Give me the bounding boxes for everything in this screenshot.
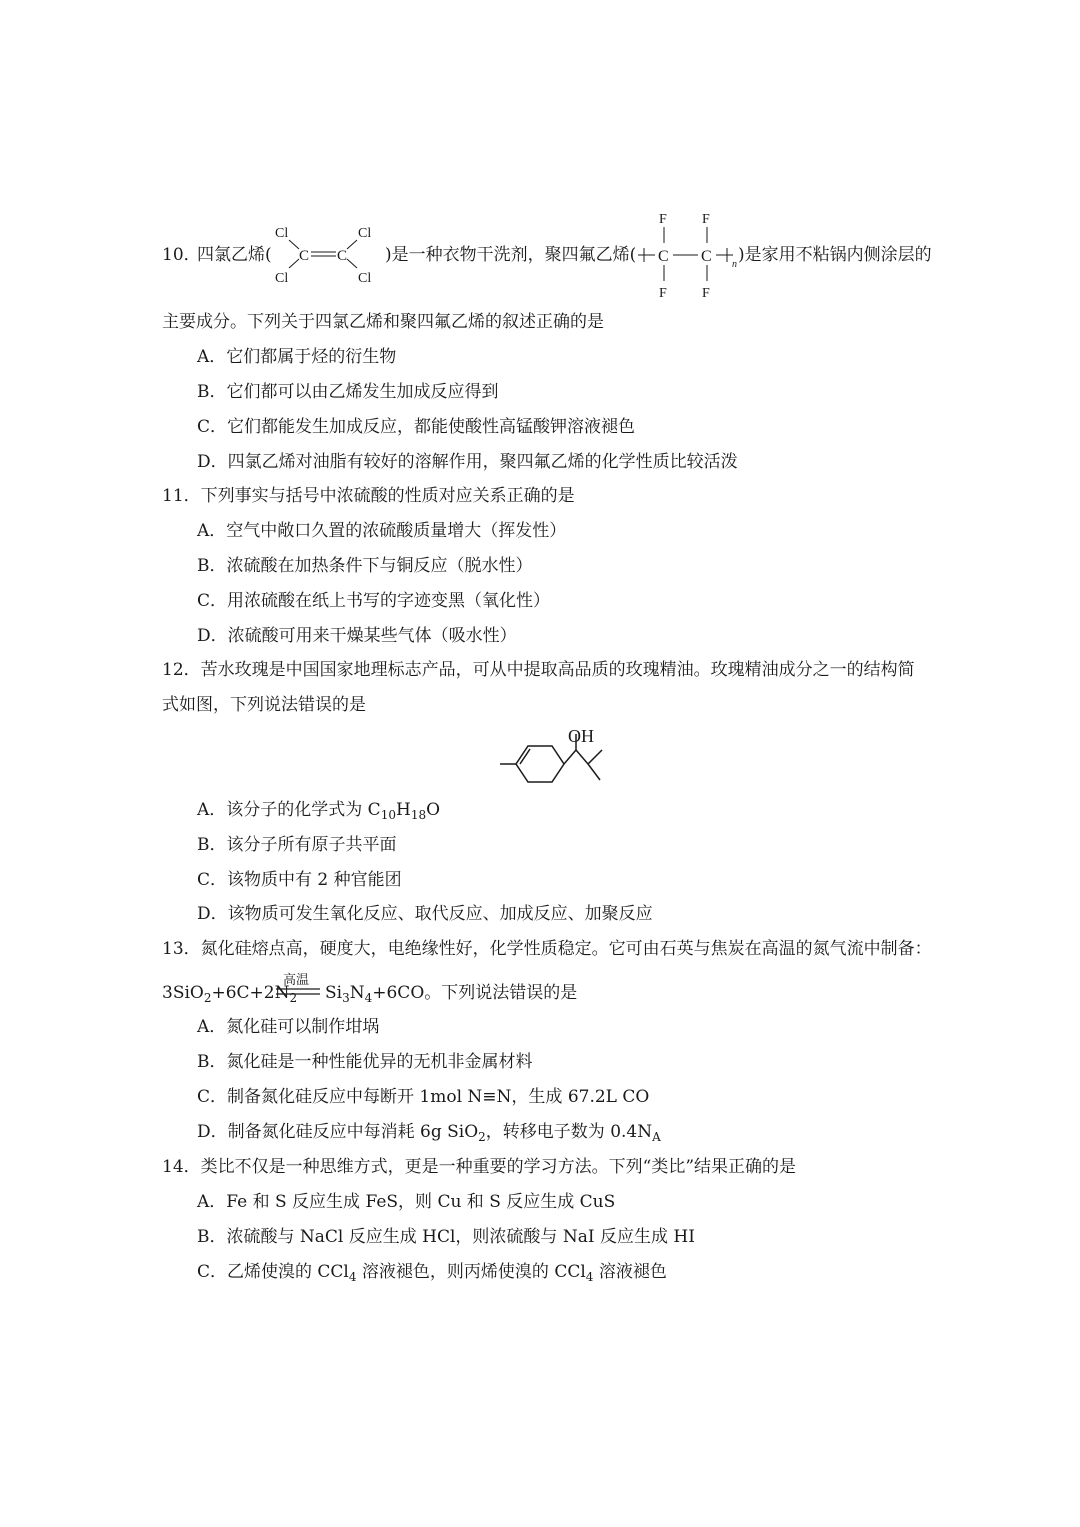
q14-option-b: B．浓硫酸与 NaCl 反应生成 HCl，则浓硫酸与 NaI 反应生成 HI bbox=[197, 1227, 695, 1247]
q12-optA-mid: H bbox=[395, 800, 411, 820]
q13-optD-sub1: 2 bbox=[478, 1130, 486, 1144]
q13-stem-line1: 13．氮化硅熔点高，硬度大，电绝缘性好，化学性质稳定。它可由石英与焦炭在高温的氮气流中制备： bbox=[162, 939, 932, 959]
carbon-right: C bbox=[337, 248, 348, 264]
q12-optA-pre: A．该分子的化学式为 C bbox=[197, 800, 381, 820]
q12-option-c: C．该物质中有 2 种官能团 bbox=[197, 870, 402, 890]
eq-left-b: +6C+2N bbox=[211, 983, 290, 1003]
q12-option-d: D．该物质可发生氧化反应、取代反应、加成反应、加聚反应 bbox=[197, 904, 653, 924]
q13-optD-sub2: A bbox=[652, 1130, 661, 1144]
q14-optC-pre: C．乙烯使溴的 CCl bbox=[197, 1262, 349, 1282]
q10-text-middle: )是一种衣物干洗剂，聚四氟乙烯( bbox=[385, 245, 637, 265]
f-bottom-right: F bbox=[702, 286, 710, 301]
q14-option-c bbox=[197, 1261, 667, 1288]
c-right: C bbox=[701, 248, 712, 265]
q11-option-d: D．浓硫酸可用来干燥某些气体（吸水性） bbox=[197, 626, 517, 646]
q11-option-c: C．用浓硫酸在纸上书写的字迹变黑（氧化性） bbox=[197, 591, 551, 611]
q13-option-c: C．制备氮化硅反应中每断开 1mol N≡N，生成 67.2L CO bbox=[197, 1087, 650, 1107]
q12-option-a bbox=[197, 799, 440, 826]
q11-option-a: A．空气中敞口久置的浓硫酸质量增大（挥发性） bbox=[197, 521, 567, 541]
terpineol-structure bbox=[496, 724, 612, 792]
q10-option-a: A．它们都属于烃的衍生物 bbox=[197, 347, 397, 367]
q11-stem: 11．下列事实与括号中浓硫酸的性质对应关系正确的是 bbox=[162, 486, 575, 506]
q12-optA-post: O bbox=[426, 800, 441, 820]
eq-left-a: 3SiO bbox=[162, 983, 204, 1003]
q12-stem-line2: 式如图，下列说法错误的是 bbox=[162, 695, 366, 715]
q14-optC-post: 溶液褪色 bbox=[593, 1262, 667, 1282]
q13-option-a: A．氮化硅可以制作坩埚 bbox=[197, 1017, 380, 1037]
q13-optD-mid: ，转移电子数为 0.4N bbox=[485, 1122, 653, 1142]
cl-top-left: Cl bbox=[275, 226, 289, 241]
q10-stem-line2: 主要成分。下列关于四氯乙烯和聚四氟乙烯的叙述正确的是 bbox=[162, 312, 604, 332]
q12-optA-sub2: 18 bbox=[410, 808, 427, 822]
q13-equation-right bbox=[325, 982, 577, 1009]
ptfe-structure bbox=[636, 205, 740, 301]
eq-left-sub1: 2 bbox=[203, 991, 212, 1005]
q13-option-b: B．氮化硅是一种性能优异的无机非金属材料 bbox=[197, 1052, 533, 1072]
f-top-left: F bbox=[659, 212, 667, 227]
eq-right-sub1: 3 bbox=[342, 991, 350, 1005]
q10-name-tetrachloroethylene: 四氯乙烯( bbox=[197, 245, 272, 265]
eq-right-c: +6CO。下列说法错误的是 bbox=[372, 983, 578, 1003]
equal-sign-arrow bbox=[276, 987, 320, 997]
f-bottom-left: F bbox=[659, 286, 667, 301]
eq-right-a: Si bbox=[325, 983, 343, 1003]
tetrachloroethylene-structure bbox=[265, 220, 385, 288]
reaction-condition: 高温 bbox=[283, 973, 310, 988]
f-top-right: F bbox=[702, 212, 710, 227]
q12-optA-sub1: 10 bbox=[380, 808, 396, 822]
q10-text-end: )是家用不粘锅内侧涂层的 bbox=[738, 245, 932, 265]
q14-option-a: A．Fe 和 S 反应生成 FeS，则 Cu 和 S 反应生成 CuS bbox=[197, 1192, 616, 1212]
q11-option-b: B．浓硫酸在加热条件下与铜反应（脱水性） bbox=[197, 556, 533, 576]
q14-optC-mid: 溶液褪色，则丙烯使溴的 CCl bbox=[356, 1262, 586, 1282]
q10-option-b: B．它们都可以由乙烯发生加成反应得到 bbox=[197, 382, 499, 402]
q14-optC-sub2: 4 bbox=[585, 1270, 594, 1284]
q13-optD-pre: D．制备氮化硅反应中每消耗 6g SiO bbox=[197, 1122, 479, 1142]
c-left: C bbox=[658, 248, 669, 265]
cl-bottom-left: Cl bbox=[275, 271, 289, 286]
q12-option-b: B．该分子所有原子共平面 bbox=[197, 835, 397, 855]
eq-right-b: N bbox=[349, 983, 365, 1003]
eq-left-sub2: 2 bbox=[289, 991, 298, 1005]
hydroxyl-label: OH bbox=[568, 726, 594, 746]
carbon-left: C bbox=[299, 248, 310, 264]
cl-bottom-right: Cl bbox=[358, 271, 372, 286]
eq-right-sub2: 4 bbox=[364, 991, 373, 1005]
q10-option-c: C．它们都能发生加成反应，都能使酸性高锰酸钾溶液褪色 bbox=[197, 417, 636, 437]
subscript-n: n bbox=[732, 259, 737, 270]
cl-top-right: Cl bbox=[358, 226, 372, 241]
q14-stem: 14．类比不仅是一种思维方式，更是一种重要的学习方法。下列“类比”结果正确的是 bbox=[162, 1157, 797, 1177]
q12-stem-line1: 12．苦水玫瑰是中国国家地理标志产品，可从中提取高品质的玫瑰精油。玫瑰精油成分之一的结构简 bbox=[162, 660, 915, 680]
q13-option-d bbox=[197, 1121, 661, 1148]
q10-number: 10． bbox=[162, 245, 201, 265]
q14-optC-sub1: 4 bbox=[348, 1270, 357, 1284]
q10-option-d: D．四氯乙烯对油脂有较好的溶解作用，聚四氟乙烯的化学性质比较活泼 bbox=[197, 452, 738, 472]
